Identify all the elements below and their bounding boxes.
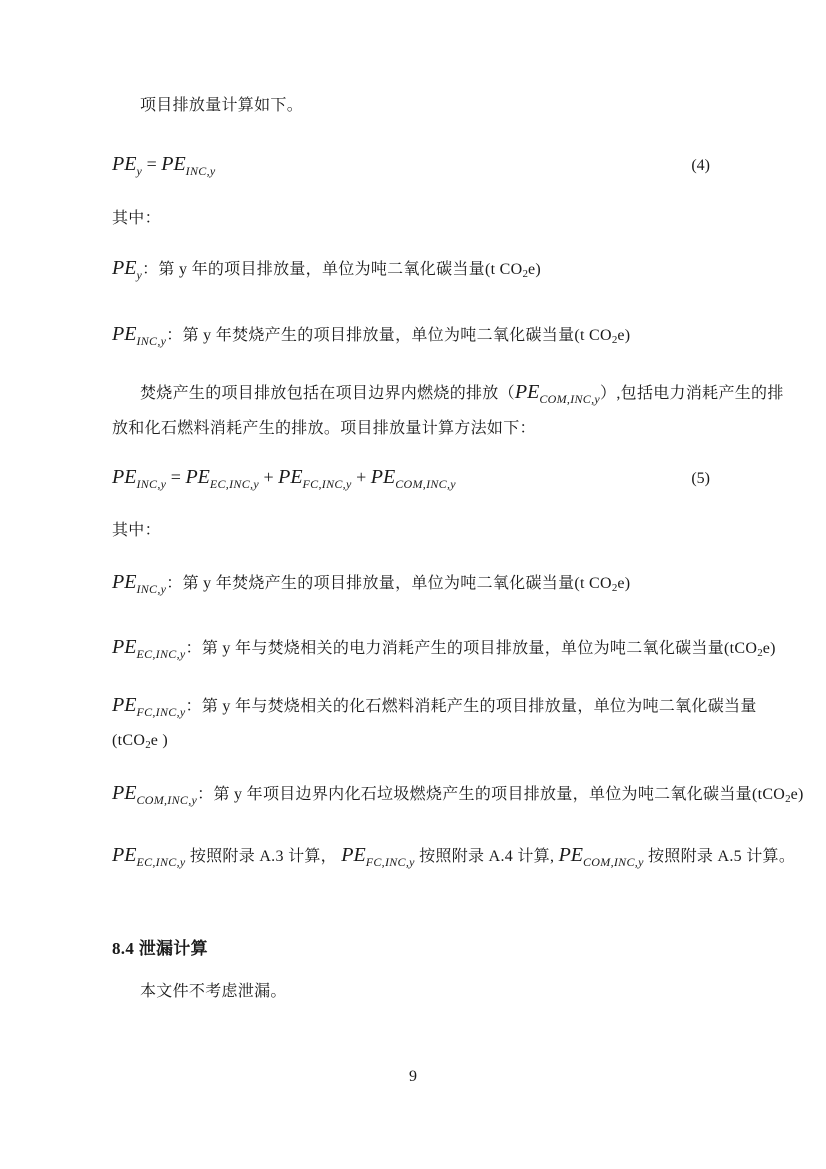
text-run: ：第 y 年焚烧产生的项目排放量，单位为吨二氧化碳当量(t CO <box>166 327 612 344</box>
equation-number: (5) <box>691 470 710 487</box>
page-number: 9 <box>409 1068 417 1085</box>
definition-line <box>112 635 776 661</box>
text-run: 焚烧产生的项目排放包括在项目边界内燃烧的排放（ <box>140 385 515 402</box>
chem-subscript: 2 <box>757 647 763 659</box>
line-content <box>112 420 536 437</box>
text-run: 其中： <box>112 522 161 539</box>
line-content <box>112 636 776 661</box>
line-content <box>112 941 208 958</box>
formula-term: PE <box>112 571 137 593</box>
formula-subscript: INC,y <box>136 334 167 348</box>
formula-subscript: COM,INC,y <box>539 392 601 406</box>
operator: = <box>166 467 186 487</box>
definition-line <box>112 693 757 719</box>
formula-term: PE <box>558 844 583 866</box>
formula-term: PE <box>112 257 137 279</box>
paragraph-line <box>112 419 536 438</box>
text-run: e) <box>617 575 631 592</box>
operator: + <box>258 467 279 487</box>
formula-term: PE <box>185 466 210 488</box>
line-content <box>112 323 631 348</box>
chem-subscript: 2 <box>611 582 618 594</box>
line-content <box>112 782 804 807</box>
formula-subscript: EC,INC,y <box>136 647 186 661</box>
line-content <box>140 983 287 1000</box>
formula-term: PE <box>514 381 540 403</box>
text-run: e) <box>790 786 804 803</box>
definition-line <box>112 781 804 807</box>
text-run: 项目排放量计算如下。 <box>140 97 304 114</box>
paragraph-line <box>140 982 287 1001</box>
paragraph-line <box>112 843 795 869</box>
paragraph-line <box>140 380 784 406</box>
definition-line <box>112 731 168 752</box>
formula-subscript: y <box>136 268 143 282</box>
text-run: 按照附录 A.3 计算， <box>185 848 342 865</box>
chem-subscript: 2 <box>785 793 791 805</box>
chem-subscript: 2 <box>611 334 618 346</box>
text-run: 本文件不考虑泄漏。 <box>140 983 287 1000</box>
paragraph-line <box>112 209 161 228</box>
line-content <box>112 844 796 869</box>
formula-term: PE <box>112 636 137 658</box>
operator: + <box>351 467 371 487</box>
text-run: e ) <box>150 732 169 749</box>
line-content <box>112 210 161 227</box>
formula-line <box>112 465 710 491</box>
formula-subscript: INC,y <box>185 164 216 178</box>
formula-term: PE <box>161 153 186 175</box>
line-content <box>112 257 542 282</box>
definition-line <box>112 322 630 348</box>
text-run: (tCO <box>112 732 146 749</box>
formula-subscript: COM,INC,y <box>583 855 644 869</box>
text-run: 放和化石燃料消耗产生的排放。项目排放量计算方法如下： <box>112 420 536 437</box>
formula-subscript: INC,y <box>136 582 167 596</box>
line-content <box>112 522 161 539</box>
line-content <box>112 465 456 491</box>
section-heading <box>112 939 208 959</box>
paragraph-line <box>112 521 161 540</box>
formula-term: PE <box>370 466 396 488</box>
formula-term: PE <box>112 782 137 804</box>
formula-term: PE <box>112 466 137 488</box>
line-content <box>112 571 631 596</box>
formula-subscript: FC,INC,y <box>136 705 186 719</box>
formula-term: PE <box>112 153 137 175</box>
formula-subscript: COM,INC,y <box>395 477 456 491</box>
text-run: ：第 y 年项目边界内化石垃圾燃烧产生的项目排放量，单位为吨二氧化碳当量(tCO <box>197 786 786 803</box>
formula-term: PE <box>112 323 137 345</box>
formula-term: PE <box>112 844 137 866</box>
equation-number: (4) <box>691 157 710 174</box>
text-run: e) <box>617 327 631 344</box>
line-content <box>112 732 168 749</box>
text-run: 按照附录 A.5 计算。 <box>643 848 796 865</box>
formula-subscript: FC,INC,y <box>302 477 352 491</box>
definition-line <box>112 256 541 282</box>
text-run: e) <box>762 640 776 657</box>
operator: = <box>142 154 162 174</box>
formula-subscript: y <box>136 164 143 178</box>
text-run: ：第 y 年与焚烧相关的化石燃料消耗产生的项目排放量，单位为吨二氧化碳当量 <box>185 698 757 715</box>
chem-subscript: 2 <box>522 268 528 280</box>
text-run: e) <box>527 261 542 278</box>
chem-subscript: 2 <box>145 739 151 751</box>
definition-line <box>112 570 630 596</box>
text-run: ：第 y 年与焚烧相关的电力消耗产生的项目排放量，单位为吨二氧化碳当量(tCO <box>185 640 758 657</box>
formula-subscript: INC,y <box>136 477 167 491</box>
text-run: 8.4 泄漏计算 <box>112 939 208 958</box>
formula-term: PE <box>112 694 137 716</box>
line-content <box>112 152 216 178</box>
paragraph-line <box>140 96 303 115</box>
text-run: ：第 y 年焚烧产生的项目排放量，单位为吨二氧化碳当量(t CO <box>166 575 612 592</box>
formula-subscript: EC,INC,y <box>136 855 186 869</box>
line-content <box>140 381 784 406</box>
text-run: ：第 y 年的项目排放量，单位为吨二氧化碳当量(t CO <box>142 261 523 278</box>
text-run: 按照附录 A.4 计算, <box>414 848 559 865</box>
text-run: 其中： <box>112 210 161 227</box>
line-content <box>112 694 757 719</box>
formula-subscript: COM,INC,y <box>136 793 198 807</box>
line-content <box>140 97 303 114</box>
formula-term: PE <box>278 466 303 488</box>
text-run: ）,包括电力消耗产生的排 <box>600 385 784 402</box>
formula-line <box>112 152 710 178</box>
formula-subscript: EC,INC,y <box>209 477 259 491</box>
formula-subscript: FC,INC,y <box>365 855 415 869</box>
formula-term: PE <box>341 844 366 866</box>
